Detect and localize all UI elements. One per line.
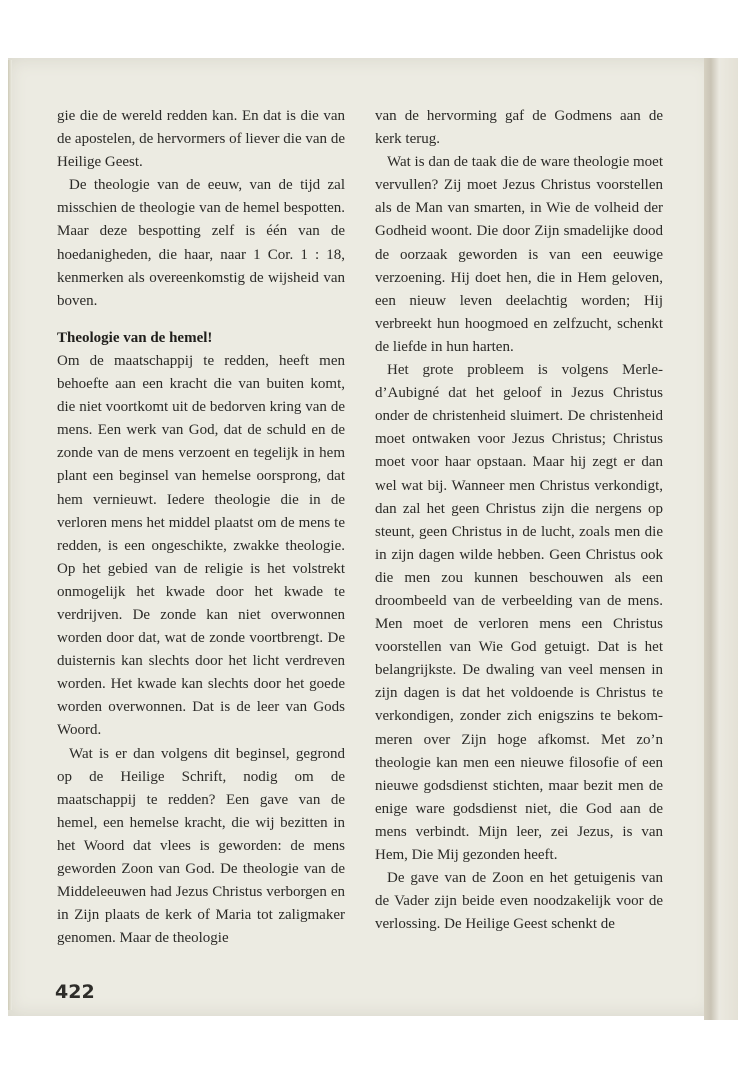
paragraph: van de hervorming gaf de Godmens aan de kerk terug. <box>375 108 663 148</box>
paragraph: Om de maatschappij te redden, heeft men behoefte aan een kracht die van buiten komt, die niet voortkomt uit de bedorven kring van de mens. Een werk van God, dat de schuld en de zonde van de mens verzoent en tegelijk in hem plant een beginsel van hemelse oorsprong, dat hem vernieuwt. Iedere theologie die in de verloren mens het middel plaatst om de mens te redden, is een ongeschikte, zwakke theologie. Op het gebied van de religie is het volstrekt onmogelijk het kwade door het kwade te verdrijven. De zonde kan niet overwonnen worden door dat, wat de zonde voortbrengt. De duisternis kan slechts door het licht verdreven worden. Het kwade kan slechts door het goede worden overwonnen. Dat is de leer van Gods Woord. <box>57 352 345 739</box>
left-column <box>57 105 345 950</box>
paragraph: gie die de wereld redden kan. En dat is die van de apostelen, de hervormers of liever die van de Heilige Geest. <box>57 108 345 171</box>
paragraph: De theologie van de eeuw, van de tijd zal misschien de theologie van de hemel bespotten. Maar deze bespotting zelf is één van de hoedanigheden, die haar, naar 1 Cor. 1 : 18, kenmerken als overeenkomstig de wijsheid van boven. <box>57 177 345 309</box>
paragraph: Wat is dan de taak die de ware theologie moet vervullen? Zij moet Jezus Christus voorstellen als de Man van smarten, in Wie de volheid der Godheid woont. Die door Zijn smadelijke dood de oorzaak geworden is van een eeuwige verzoening. Hij doet hen, die in Hem geloven, een nieuw leven deelachtig worden; Hij verbreekt hun hoogmoed en zelfzucht, schenkt de liefde in hun harten. <box>375 154 663 355</box>
page-edge-shadow <box>8 60 12 1010</box>
paragraph: Wat is er dan volgens dit beginsel, gegrond op de Heilige Schrift, nodig om de maatschappij te redden? Een gave van de hemel, een hemelse kracht, die wij bezitten in het Woord dat vlees is geworden: de mens geworden Zoon van God. De theologie van de Middeleeuwen had Jezus Christus verborgen en in Zijn plaats de kerk of Maria tot zaligmaker genomen. Maar de theologie <box>57 745 345 947</box>
paragraph: De gave van de Zoon en het getuigenis van de Vader zijn beide even noodzakelijk voor de verlossing. De Heilige Geest schenkt de <box>375 870 663 933</box>
book-spine <box>704 58 738 1020</box>
right-column <box>375 105 663 936</box>
section-heading: Theologie van de hemel! <box>57 329 213 346</box>
page-number: 422 <box>55 981 95 1003</box>
paragraph: Het grote probleem is volgens Merle-d’Aubigné dat het geloof in Jezus Christus onder de christenheid sluimert. De christenheid moet ontwaken voor Jezus Christus; Christus moet voor haar opstaan. Maar hij zegt er dan wel wat bij. Wanneer men Christus verkondigt, dan zal het geen Christus zijn die nergens op steunt, geen Christus in de lucht, zoals men die in zijn dagen wilde hebben. Geen Christus ook die men zou kunnen beschouwen als een droombeeld van de verbeelding van de mens. Men moet de verloren mens een Christus voorstellen van Wie God getuigt. Dat is het belangrijkste. De dwaling van veel mensen in zijn dagen is dat het voldoende is Christus te verkondigen, zonder zich enigszins te bekommeren over Zijn hoge afkomst. Met zo’n theologie kan men een nieuwe filosofie of een nieuwe godsdienst stichten, maar bezit men de enige ware godsdienst niet, die God aan de mens verbindt. Mijn leer, zei Jezus, is van Hem, Die Mij gezonden heeft. <box>375 362 663 863</box>
